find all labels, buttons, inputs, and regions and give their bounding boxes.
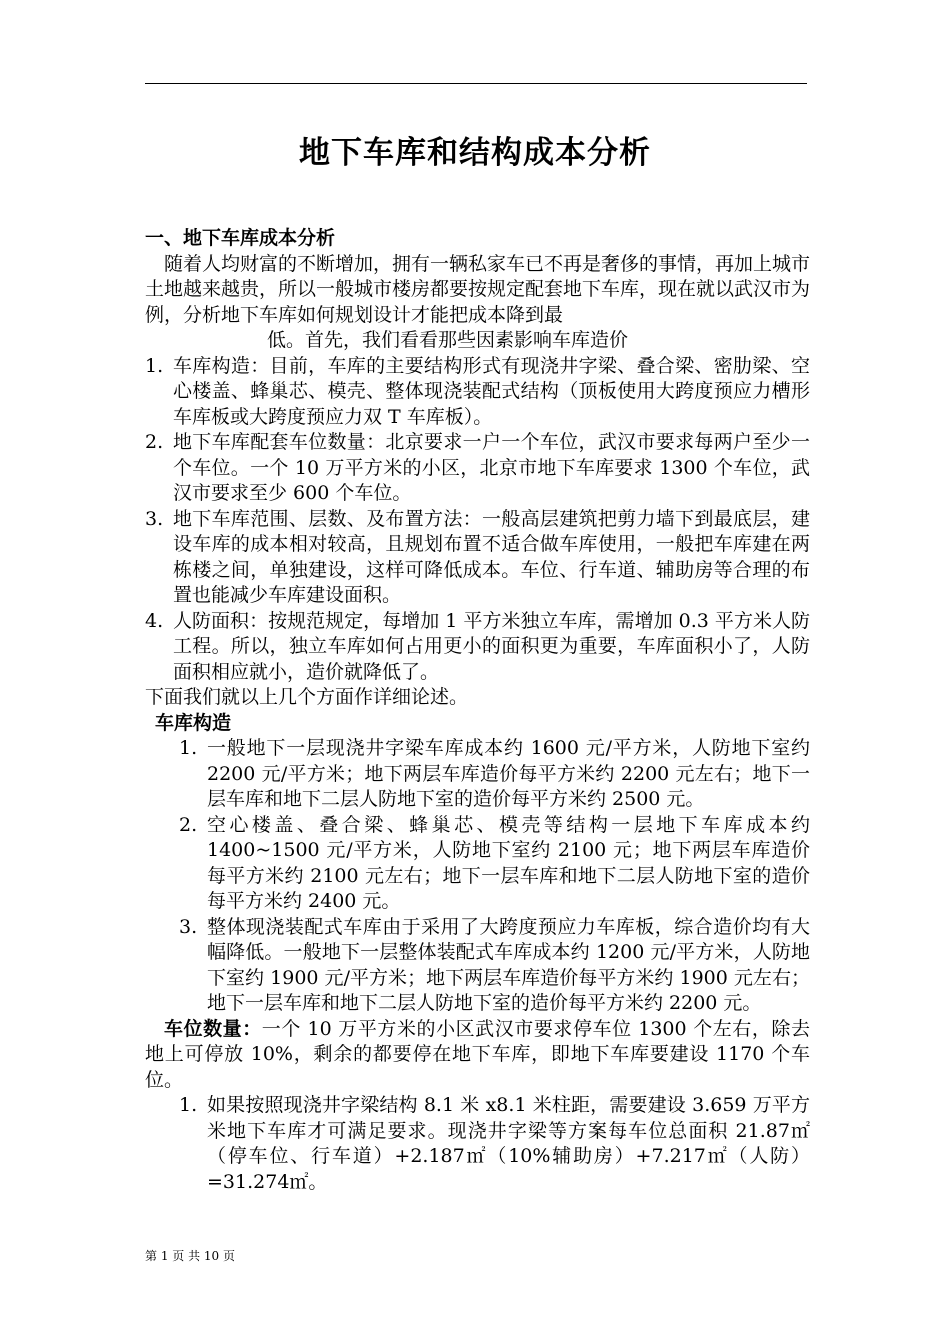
parking-text: 一个 10 万平方米的小区武汉市要求停车位 1300 个左右，除去地上可停放 10%，剩余的都要停在地下车库，即地下车库要建设 1170 个车位。 [145,1017,810,1091]
parking-paragraph [145,1017,810,1094]
transition-text: 下面我们就以上几个方面作详细论述。 [145,686,469,708]
parking-heading: 车位数量： [164,1017,262,1040]
parking-list [179,1093,810,1195]
list-item: 1. 如果按照现浇井字梁结构 8.1 米 x8.1 米柱距，需要建设 3.659 万平方米地下车库才可满足要求。现浇井字梁等方案每车位总面积 21.87㎡（停车位、行车道）+2.187㎡（10%辅助房）+7.217㎡（人防）=31.274㎡。 [179,1094,810,1193]
factor-list [145,354,810,686]
intro-paragraph-continued: 低。首先，我们看看那些因素影响车库造价 [267,329,629,351]
list-item: 1. 车库构造：目前，车库的主要结构形式有现浇井字梁、叠合梁、密肋梁、空心楼盖、蜂巢芯、模壳、整体现浇装配式结构（顶板使用大跨度预应力槽形车库板或大跨度预应力双 T 车库板）。 [145,354,810,428]
document-body [145,226,810,1195]
intro-paragraph: 随着人均财富的不断增加，拥有一辆私家车已不再是奢侈的事情，再加上城市土地越来越贵，所以一般城市楼房都要按规定配套地下车库，现在就以武汉市为例，分析地下车库如何规划设计才能把成本降到最 [145,252,811,326]
page-footer: 第 1 页 共 10 页 [145,1249,235,1263]
list-item: 3. 整体现浇装配式车库由于采用了大跨度预应力车库板，综合造价均有大幅降低。一般地下一层整体装配式车库成本约 1200 元/平方米，人防地下室约 1900 元/平方米；地下两层车库造价每平方米约 1900 元左右；地下一层车库和地下二层人防地下室的造价每平方米约 2200 元。 [179,915,810,1014]
list-item: 3. 地下车库范围、层数、及布置方法：一般高层建筑把剪力墙下到最底层，建设车库的成本相对较高，且规划布置不适合做车库使用，一般把车库建在两栋楼之间，单独建设，这样可降低成本。车位、行车道、辅助房等合理的布置也能减少车库建设面积。 [145,507,810,606]
section-heading: 一、地下车库成本分析 [145,227,336,249]
subsection-heading: 车库构造 [155,711,232,734]
list-item: 1. 一般地下一层现浇井字梁车库成本约 1600 元/平方米，人防地下室约 2200 元/平方米；地下两层车库造价每平方米约 2200 元左右；地下一层车库和地下二层人防地下室的造价每平方米约 2500 元。 [179,737,810,810]
list-item: 2. 地下车库配套车位数量：北京要求一户一个车位，武汉市要求每两户至少一个车位。一个 10 万平方米的小区，北京市地下车库要求 1300 个车位，武汉市要求至少 600 个车位。 [145,431,810,504]
list-item: 2. 空心楼盖、叠合梁、蜂巢芯、模壳等结构一层地下车库成本约 1400~1500 元/平方米，人防地下室约 2100 元；地下两层车库造价每平方米约 2100 元左右；地下一层车库和地下二层人防地下室的造价每平方米约 2400 元。 [179,813,810,912]
list-item: 4. 人防面积：按规范规定，每增加 1 平方米独立车库，需增加 0.3 平方米人防工程。所以，独立车库如何占用更小的面积更为重要，车库面积小了，人防面积相应就小，造价就降低了。 [145,609,810,683]
header-rule [145,83,807,84]
document-title: 地下车库和结构成本分析 [299,135,651,171]
construction-list [179,736,810,1017]
